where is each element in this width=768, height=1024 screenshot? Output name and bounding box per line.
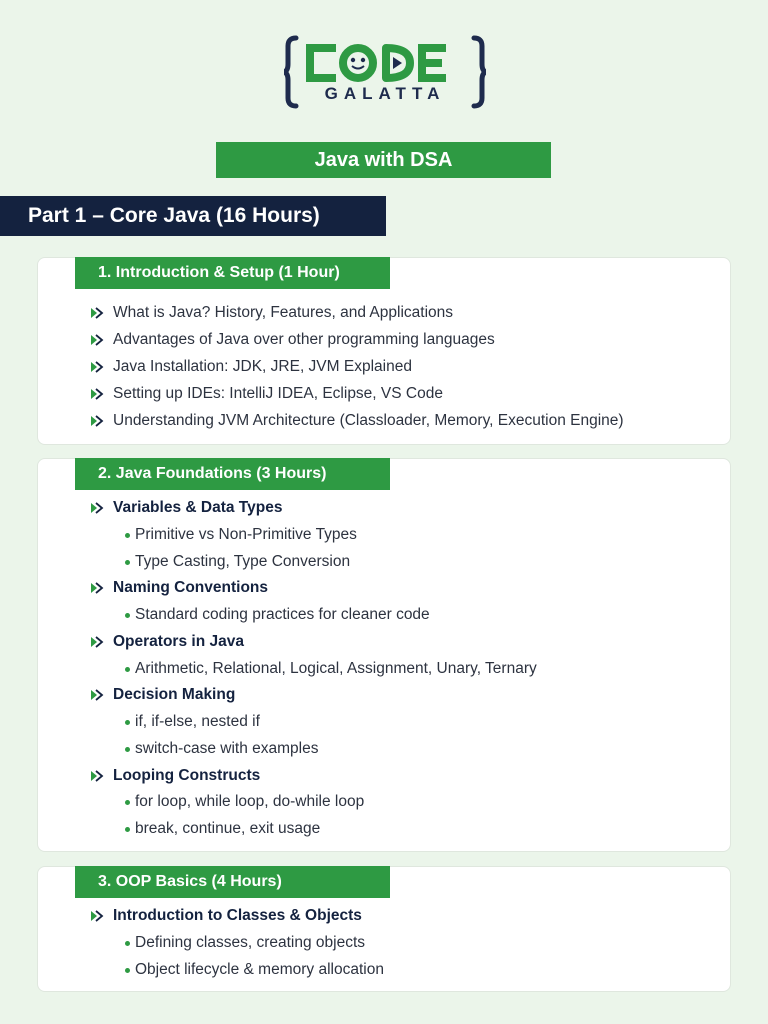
list-item bbox=[125, 791, 364, 813]
double-arrow-icon bbox=[90, 910, 104, 922]
list-item bbox=[90, 410, 624, 432]
section-heading: 1. Introduction & Setup (1 Hour) bbox=[75, 257, 390, 289]
list-item-text: Arithmetic, Relational, Logical, Assignment, Unary, Ternary bbox=[135, 660, 537, 677]
list-item-text: if, if-else, nested if bbox=[135, 713, 260, 730]
list-item-text: Standard coding practices for cleaner code bbox=[135, 606, 430, 623]
topic-title-text: Operators in Java bbox=[113, 633, 244, 650]
bullet-dot-icon bbox=[125, 560, 130, 565]
double-arrow-icon bbox=[90, 770, 104, 782]
topic-title bbox=[90, 905, 362, 927]
double-arrow-icon bbox=[90, 388, 104, 400]
bullet-dot-icon bbox=[125, 747, 130, 752]
list-item bbox=[125, 959, 384, 981]
section-card-foundations bbox=[37, 458, 731, 852]
topic-title bbox=[90, 765, 260, 787]
section-card-oop-basics bbox=[37, 866, 731, 992]
logo-wordmark: GALATTA bbox=[324, 84, 446, 103]
part-heading: Part 1 – Core Java (16 Hours) bbox=[0, 196, 386, 236]
topic-title-text: Decision Making bbox=[113, 686, 236, 703]
list-item bbox=[125, 524, 357, 546]
topic-title-text: Looping Constructs bbox=[113, 767, 261, 784]
list-item-text: switch-case with examples bbox=[135, 740, 319, 757]
bullet-dot-icon bbox=[125, 533, 130, 538]
bullet-dot-icon bbox=[125, 667, 130, 672]
double-arrow-icon bbox=[90, 636, 104, 648]
topic-title bbox=[90, 631, 244, 653]
list-item-text: Setting up IDEs: IntelliJ IDEA, Eclipse, VS Code bbox=[113, 385, 443, 402]
bullet-dot-icon bbox=[125, 800, 130, 805]
list-item bbox=[125, 551, 350, 573]
list-item-text: Primitive vs Non-Primitive Types bbox=[135, 526, 357, 543]
bullet-dot-icon bbox=[125, 720, 130, 725]
double-arrow-icon bbox=[90, 689, 104, 701]
list-item-text: Object lifecycle & memory allocation bbox=[135, 961, 384, 978]
topic-title bbox=[90, 577, 268, 599]
double-arrow-icon bbox=[90, 361, 104, 373]
bullet-dot-icon bbox=[125, 827, 130, 832]
double-arrow-icon bbox=[90, 502, 104, 514]
list-item-text: Java Installation: JDK, JRE, JVM Explained bbox=[113, 358, 412, 375]
topic-title-text: Introduction to Classes & Objects bbox=[113, 907, 362, 924]
list-item-text: Type Casting, Type Conversion bbox=[135, 553, 351, 570]
list-item-text: break, continue, exit usage bbox=[135, 820, 321, 837]
list-item bbox=[125, 658, 537, 680]
double-arrow-icon bbox=[90, 582, 104, 594]
topic-title bbox=[90, 497, 282, 519]
list-item-text: Advantages of Java over other programming languages bbox=[113, 331, 495, 348]
list-item bbox=[125, 738, 318, 760]
list-item bbox=[90, 302, 453, 324]
list-item bbox=[125, 818, 320, 840]
list-item bbox=[90, 329, 495, 351]
list-item bbox=[125, 932, 365, 954]
topic-title-text: Variables & Data Types bbox=[113, 499, 283, 516]
list-item bbox=[90, 383, 443, 405]
bullet-dot-icon bbox=[125, 968, 130, 973]
double-arrow-icon bbox=[90, 415, 104, 427]
section-card-introduction bbox=[37, 257, 731, 445]
topic-title bbox=[90, 684, 235, 706]
course-title: Java with DSA bbox=[216, 142, 551, 178]
bullet-dot-icon bbox=[125, 613, 130, 618]
topic-title-text: Naming Conventions bbox=[113, 579, 269, 596]
bullet-dot-icon bbox=[125, 941, 130, 946]
list-item-text: Understanding JVM Architecture (Classloader, Memory, Execution Engine) bbox=[113, 412, 624, 429]
double-arrow-icon bbox=[90, 334, 104, 346]
section-heading: 2. Java Foundations (3 Hours) bbox=[75, 458, 390, 490]
list-item bbox=[125, 604, 430, 626]
list-item-text: What is Java? History, Features, and Applications bbox=[113, 304, 454, 321]
code-galatta-logo bbox=[284, 34, 486, 110]
list-item-text: for loop, while loop, do-while loop bbox=[135, 793, 365, 810]
list-item bbox=[90, 356, 412, 378]
list-item-text: Defining classes, creating objects bbox=[135, 934, 366, 951]
section-heading: 3. OOP Basics (4 Hours) bbox=[75, 866, 390, 898]
list-item bbox=[125, 711, 260, 733]
double-arrow-icon bbox=[90, 307, 104, 319]
